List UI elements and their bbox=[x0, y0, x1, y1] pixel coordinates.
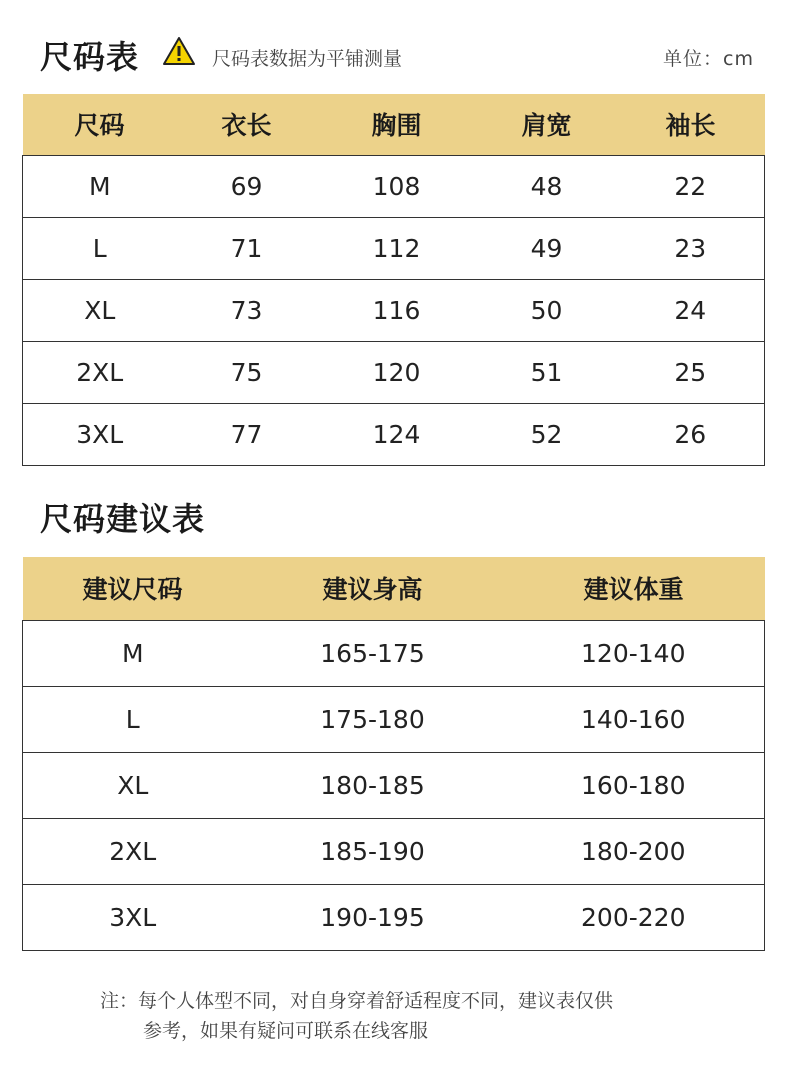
table-cell: 185-190 bbox=[243, 818, 503, 884]
column-header: 建议体重 bbox=[503, 557, 765, 620]
table-cell: 120 bbox=[317, 341, 477, 403]
column-header: 尺码 bbox=[23, 94, 177, 155]
table-cell: 165-175 bbox=[243, 620, 503, 686]
column-header: 建议尺码 bbox=[23, 557, 243, 620]
recommend-table bbox=[22, 557, 765, 951]
table-cell: 112 bbox=[317, 217, 477, 279]
table-header-row bbox=[23, 94, 765, 155]
title-row bbox=[40, 30, 760, 80]
table-cell: XL bbox=[23, 752, 243, 818]
table-row bbox=[23, 752, 765, 818]
table-cell: M bbox=[23, 155, 177, 217]
recommend-title: 尺码建议表 bbox=[40, 500, 206, 538]
table-row bbox=[23, 279, 765, 341]
table-cell: 190-195 bbox=[243, 884, 503, 950]
table-cell: 48 bbox=[477, 155, 617, 217]
table-row bbox=[23, 155, 765, 217]
column-header: 袖长 bbox=[617, 94, 765, 155]
unit-label: 单位：cm bbox=[663, 48, 754, 70]
table-row bbox=[23, 686, 765, 752]
warning-triangle-icon bbox=[162, 36, 196, 66]
table-row bbox=[23, 818, 765, 884]
table-cell: L bbox=[23, 686, 243, 752]
table-cell: 108 bbox=[317, 155, 477, 217]
column-header: 胸围 bbox=[317, 94, 477, 155]
table-cell: M bbox=[23, 620, 243, 686]
table-cell: 180-200 bbox=[503, 818, 765, 884]
subtitle: 尺码表数据为平铺测量 bbox=[212, 48, 403, 70]
table-cell: 175-180 bbox=[243, 686, 503, 752]
column-header: 肩宽 bbox=[477, 94, 617, 155]
table-cell: 180-185 bbox=[243, 752, 503, 818]
column-header: 建议身高 bbox=[243, 557, 503, 620]
table-row bbox=[23, 620, 765, 686]
footnote-line-1: 注：每个人体型不同，对自身穿着舒适程度不同，建议表仅供 bbox=[100, 990, 614, 1012]
table-cell: 77 bbox=[177, 403, 317, 465]
table-cell: 24 bbox=[617, 279, 765, 341]
size-table bbox=[22, 94, 765, 466]
table-cell: 71 bbox=[177, 217, 317, 279]
table-row bbox=[23, 884, 765, 950]
table-cell: 124 bbox=[317, 403, 477, 465]
page-title: 尺码表 bbox=[40, 38, 140, 76]
table-row bbox=[23, 217, 765, 279]
footnote bbox=[100, 986, 720, 1046]
table-cell: 52 bbox=[477, 403, 617, 465]
table-cell: 50 bbox=[477, 279, 617, 341]
table-cell: 69 bbox=[177, 155, 317, 217]
table-cell: 3XL bbox=[23, 403, 177, 465]
table-header-row bbox=[23, 557, 765, 620]
table-row bbox=[23, 403, 765, 465]
column-header: 衣长 bbox=[177, 94, 317, 155]
table-row bbox=[23, 341, 765, 403]
table-cell: 2XL bbox=[23, 341, 177, 403]
table-cell: 116 bbox=[317, 279, 477, 341]
table-cell: L bbox=[23, 217, 177, 279]
table-cell: 25 bbox=[617, 341, 765, 403]
table-cell: 49 bbox=[477, 217, 617, 279]
table-cell: 26 bbox=[617, 403, 765, 465]
table-cell: 51 bbox=[477, 341, 617, 403]
table-cell: 160-180 bbox=[503, 752, 765, 818]
table-cell: 120-140 bbox=[503, 620, 765, 686]
table-cell: 73 bbox=[177, 279, 317, 341]
table-cell: 22 bbox=[617, 155, 765, 217]
table-cell: 23 bbox=[617, 217, 765, 279]
table-cell: 140-160 bbox=[503, 686, 765, 752]
table-cell: 200-220 bbox=[503, 884, 765, 950]
table-cell: 75 bbox=[177, 341, 317, 403]
table-cell: XL bbox=[23, 279, 177, 341]
table-cell: 3XL bbox=[23, 884, 243, 950]
footnote-line-2: 参考，如果有疑问可联系在线客服 bbox=[143, 1020, 429, 1042]
table-cell: 2XL bbox=[23, 818, 243, 884]
